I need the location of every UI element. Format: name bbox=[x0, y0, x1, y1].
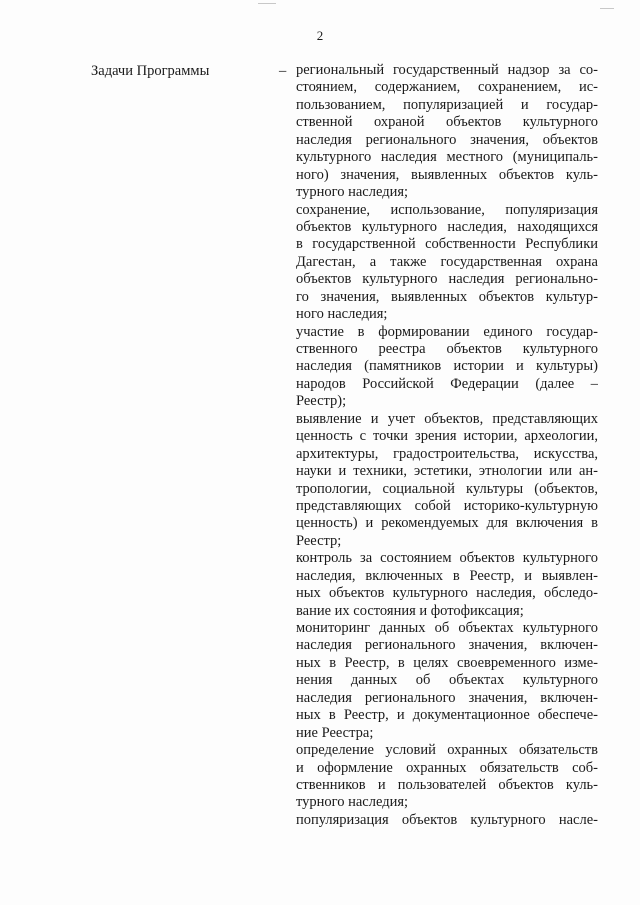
text-line: ние Реестра; bbox=[296, 724, 374, 741]
text-line: популяризация объектов культурного насле- bbox=[296, 811, 598, 828]
text-line: ственников и пользователей объектов куль- bbox=[296, 776, 598, 793]
text-line: наследия регионального значения, включен- bbox=[296, 689, 598, 706]
text-line: объектов культурного наследия, находящихся bbox=[296, 218, 598, 235]
text-line: науки и техники, эстетики, этнологии или ан- bbox=[296, 463, 598, 480]
text-line: региональный государственный надзор за со- bbox=[296, 62, 598, 78]
text-line: мониторинг данных об объектах культурного bbox=[296, 620, 598, 636]
text-line: ценность) и рекомендуемых для включения в bbox=[296, 515, 598, 532]
text-line: представляющих собой историко-культурную bbox=[296, 497, 598, 514]
text-line: и оформление охранных обязательств соб- bbox=[296, 759, 598, 776]
text-line: наследия регионального значения, объектов bbox=[296, 131, 598, 148]
text-line: ценность с точки зрения истории, археологии, bbox=[296, 428, 598, 445]
text-line: ных объектов культурного наследия, обследо- bbox=[296, 585, 598, 602]
text-line: турного наследия; bbox=[296, 794, 409, 811]
text-line: архитектуры, градостроительства, искусства, bbox=[296, 445, 598, 462]
program-tasks-text bbox=[296, 62, 598, 829]
text-line: пользованием, популяризацией и государ- bbox=[296, 96, 598, 113]
text-line: в государственной собственности Республики bbox=[296, 236, 598, 253]
list-dash: – bbox=[279, 63, 287, 79]
text-line: ных в Реестр, и документационное обеспече- bbox=[296, 707, 598, 724]
page-number: 2 bbox=[316, 28, 324, 43]
text-line: ного наследия; bbox=[296, 306, 388, 323]
text-line: контроль за состоянием объектов культурного bbox=[296, 550, 598, 567]
text-line: наследия, включенных в Реестр, и выявлен- bbox=[296, 567, 598, 584]
text-line: сохранение, использование, популяризация bbox=[296, 201, 598, 218]
text-line: объектов культурного наследия регионально- bbox=[296, 271, 598, 288]
scan-artifact-top-right bbox=[600, 8, 614, 9]
text-line: тропологии, социальной культуры (объектов, bbox=[296, 480, 598, 497]
text-line: участие в формировании единого государ- bbox=[296, 323, 598, 340]
text-line: го значения, выявленных объектов культур- bbox=[296, 288, 598, 305]
text-line: нения данных об объектах культурного bbox=[296, 672, 598, 689]
text-line: выявление и учет объектов, представляющих bbox=[296, 410, 598, 427]
text-line: наследия (памятников истории и культуры) bbox=[296, 358, 598, 375]
text-line: ных в Реестр, в целях своевременного изме- bbox=[296, 654, 598, 671]
text-line: Реестр); bbox=[296, 393, 347, 410]
text-line: Дагестан, а также государственная охрана bbox=[296, 253, 598, 270]
program-tasks-label: Задачи Программы bbox=[91, 63, 210, 79]
text-line: ственного реестра объектов культурного bbox=[296, 341, 598, 357]
text-line: народов Российской Федерации (далее – bbox=[296, 375, 598, 392]
text-line: турного наследия; bbox=[296, 184, 409, 201]
text-line: стоянием, содержанием, сохранением, ис- bbox=[296, 79, 598, 96]
text-line: определение условий охранных обязательств bbox=[296, 742, 598, 759]
text-line: ного) значения, выявленных объектов куль- bbox=[296, 166, 598, 183]
text-line: Реестр; bbox=[296, 532, 342, 549]
text-line: ственной охраной объектов культурного bbox=[296, 114, 598, 131]
text-line: наследия регионального значения, включен- bbox=[296, 637, 598, 654]
scan-artifact-top bbox=[258, 3, 276, 4]
text-line: вание их состояния и фотофиксация; bbox=[296, 602, 524, 619]
text-line: культурного наследия местного (муниципаль- bbox=[296, 149, 598, 166]
